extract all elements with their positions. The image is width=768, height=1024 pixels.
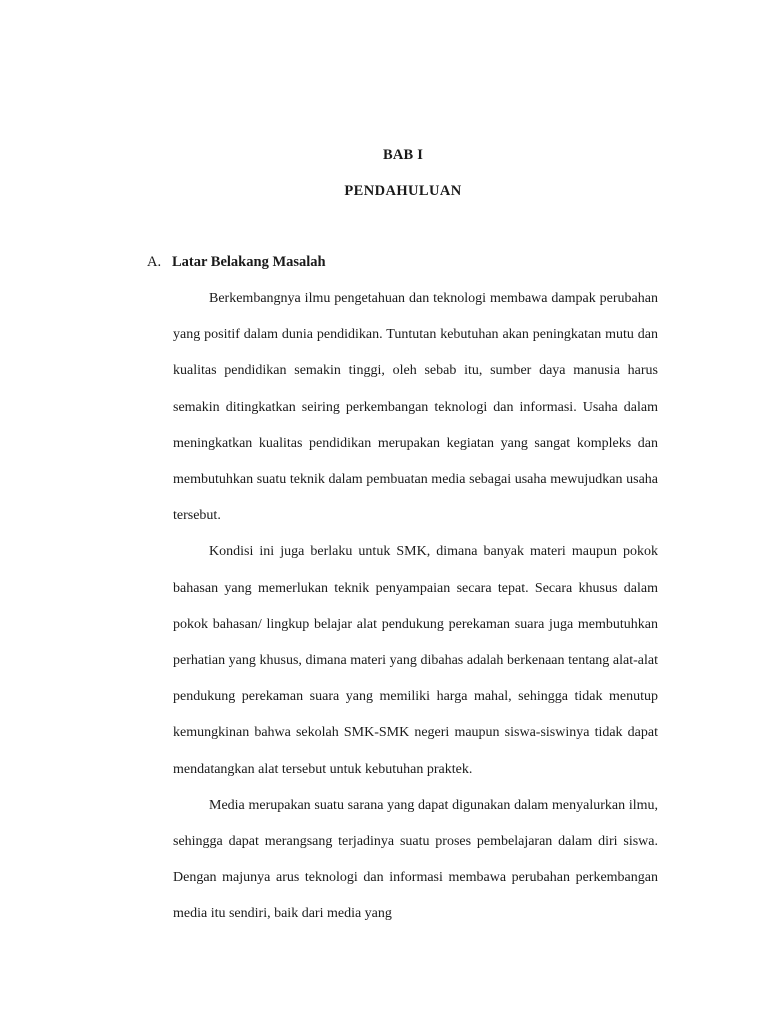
section-letter: A. xyxy=(147,254,162,270)
chapter-title: PENDAHULUAN xyxy=(344,183,462,199)
paragraph-3: Media merupakan suatu sarana yang dapat digunakan dalam menyalurkan ilmu, sehingga dapat merangsang terjadinya suatu proses pembelajaran dalam diri siswa. Dengan majunya arus teknologi dan informasi membawa perubahan perkembangan media itu sendiri, baik dari media yang xyxy=(173,797,658,922)
section-title: Latar Belakang Masalah xyxy=(172,254,326,270)
chapter-number: BAB I xyxy=(382,147,424,163)
paragraph-1: Berkembangnya ilmu pengetahuan dan teknologi membawa dampak perubahan yang positif dalam dunia pendidikan. Tuntutan kebutuhan akan peningkatan mutu dan kualitas pendidikan semakin tinggi, oleh sebab itu, sumber daya manusia harus semakin ditingkatkan seiring perkembangan teknologi dan informasi. Usaha dalam meningkatkan kualitas pendidikan merupakan kegiatan yang sangat kompleks dan membutuhkan suatu teknik dalam pembuatan media sebagai usaha mewujudkan usaha tersebut. xyxy=(173,291,658,524)
paragraph-2: Kondisi ini juga berlaku untuk SMK, dimana banyak materi maupun pokok bahasan yang memerlukan teknik penyampaian secara tepat. Secara khusus dalam pokok bahasan/ lingkup belajar alat pendukung perekaman suara juga membutuhkan perhatian yang khusus, dimana materi yang dibahas adalah berkenaan tentang alat-alat pendukung perekaman suara yang memiliki harga mahal, sehingga tidak menutup kemungkinan bahwa sekolah SMK-SMK negeri maupun siswa-siswinya tidak dapat mendatangkan alat tersebut untuk kebutuhan praktek. xyxy=(173,544,658,777)
section-heading xyxy=(147,254,326,271)
body-text xyxy=(173,281,658,933)
